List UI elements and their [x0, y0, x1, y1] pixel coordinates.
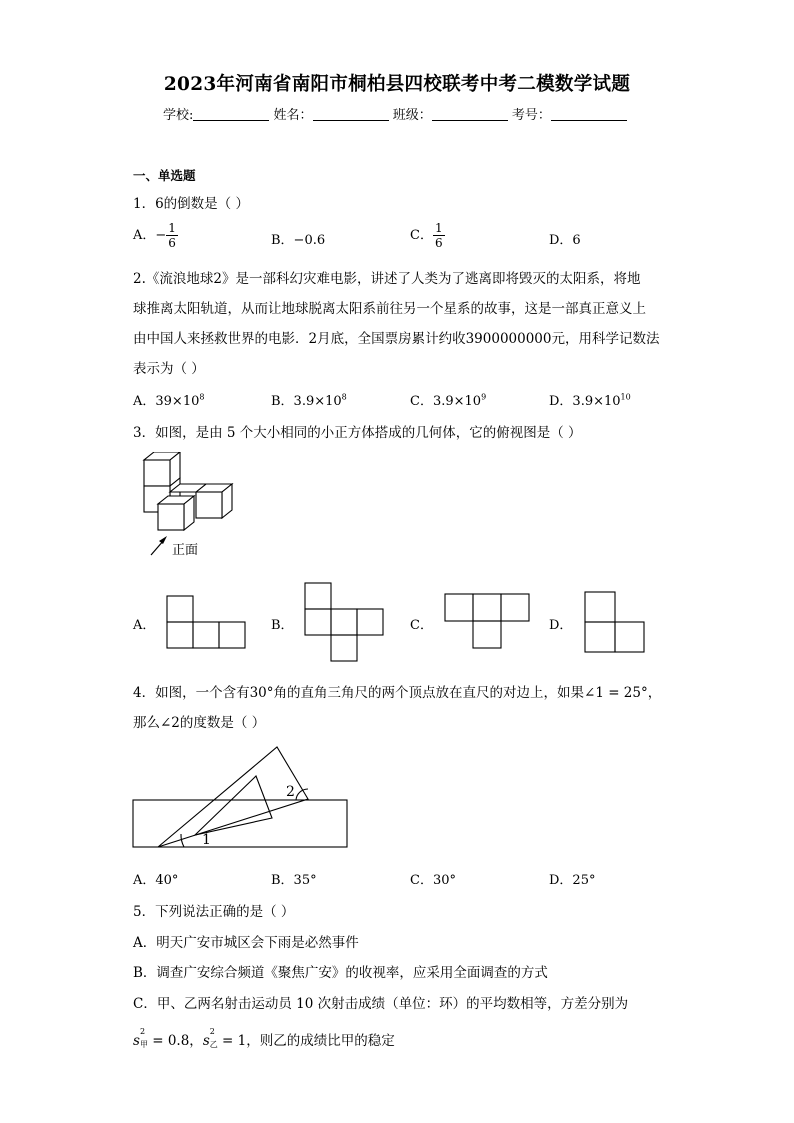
- option-text: C．3.9×10: [410, 394, 482, 409]
- superscript-2: 2: [139, 1027, 146, 1036]
- subscript-jia: 甲: [139, 1040, 148, 1049]
- minus-sign: −: [155, 228, 167, 243]
- q2-line-4: 表示为（ ）: [133, 361, 205, 377]
- q4-line-1: 4．如图，一个含有30°角的直角三角尺的两个顶点放在直尺的对边上，如果∠1 = 25°，: [133, 685, 662, 701]
- q3-option-c-label: C．: [410, 618, 433, 633]
- q5-option-c-line-1: C．甲、乙两名射击运动员 10 次射击成绩（单位：环）的平均数相等，方差分别为: [133, 996, 629, 1012]
- q2-line-2: 球推离太阳轨道，从而让地球脱离太阳系前往另一个星系的故事，这是一部真正意义上: [133, 301, 646, 317]
- denominator: 6: [168, 236, 176, 250]
- q4-line-2: 那么∠2的度数是（ ）: [133, 715, 266, 731]
- value-yi-and-conclusion: = 1，则乙的成绩比甲的稳定: [217, 1033, 395, 1049]
- angle-2-arc: [296, 789, 308, 800]
- superscript-2: 2: [209, 1027, 215, 1036]
- q3-option-a-label: A．: [133, 618, 156, 633]
- option-text: A．39×10: [133, 394, 200, 409]
- q5-option-c-line-2: [133, 1029, 395, 1049]
- section-heading: 一、单选题: [133, 168, 196, 183]
- option-label: C．: [410, 228, 433, 243]
- q4-ruler-triangle-figure: [132, 743, 350, 851]
- angle-1-label: 1: [202, 832, 211, 848]
- angle-1-arc: [181, 834, 184, 847]
- fraction: [166, 221, 178, 250]
- q1-option-a: [133, 221, 178, 250]
- q2-option-a: [133, 390, 204, 409]
- q4-option-a: A．40°: [133, 873, 179, 888]
- q3-option-a-figure: [166, 595, 248, 651]
- denominator: 6: [434, 236, 443, 250]
- school-label: 学校:: [163, 108, 194, 123]
- q5-option-b: B．调查广安综合频道《聚焦广安》的收视率，应采用全面调查的方式: [133, 965, 548, 981]
- subscript-yi: 乙: [209, 1040, 218, 1049]
- value-jia: = 0.8，: [147, 1033, 203, 1049]
- option-text: D．3.9×10: [549, 394, 621, 409]
- exam-no-label: 考号：: [511, 108, 551, 123]
- q3-option-b-label: B．: [271, 618, 294, 633]
- sub-sup: [209, 1027, 218, 1049]
- numerator: 1: [168, 221, 176, 235]
- q5-stem: 5．下列说法正确的是（ ）: [133, 904, 295, 920]
- q3-option-d-label: D．: [549, 618, 573, 633]
- q2-line-1: 2.《流浪地球2》是一部科幻灾难电影，讲述了人类为了逃离即将毁灭的太阳系，将地: [133, 271, 641, 287]
- exam-no-blank: [551, 108, 627, 121]
- q2-option-c: [410, 390, 486, 409]
- q1-option-c: [410, 221, 445, 250]
- class-label: 班级：: [392, 108, 432, 123]
- q4-option-c: C．30°: [410, 873, 456, 888]
- exponent: 8: [199, 392, 205, 402]
- q1-stem: 1．6的倒数是（ ）: [133, 196, 249, 212]
- class-blank: [432, 108, 508, 121]
- q5-option-a: A．明天广安市城区会下雨是必然事件: [133, 935, 359, 951]
- name-blank: [313, 108, 389, 121]
- q4-option-d: D．25°: [549, 873, 596, 888]
- q4-option-b: B．35°: [271, 873, 317, 888]
- exponent: 10: [620, 392, 631, 402]
- name-label: 姓名：: [273, 108, 313, 123]
- front-arrow-icon: [151, 536, 167, 555]
- q1-option-b: B．−0.6: [271, 233, 326, 248]
- q3-option-d-figure: [584, 591, 646, 653]
- exponent: 8: [341, 392, 347, 402]
- q3-option-b-figure: [304, 582, 386, 664]
- front-label: 正面: [172, 543, 199, 558]
- q2-option-b: [271, 390, 347, 409]
- fraction: [433, 221, 445, 250]
- angle-2-label: 2: [286, 784, 295, 800]
- numerator: 1: [434, 221, 443, 235]
- exponent: 9: [481, 392, 487, 402]
- ruler: [133, 800, 347, 847]
- option-text: B．3.9×10: [271, 394, 342, 409]
- q2-line-3: 由中国人来拯救世界的电影．2月底，全国票房累计约收3900000000元，用科学记数法: [133, 331, 660, 347]
- q3-stem: 3．如图，是由 5 个大小相同的小正方体搭成的几何体，它的俯视图是（ ）: [133, 425, 582, 441]
- q2-option-d: [549, 390, 631, 409]
- school-blank: [193, 108, 269, 121]
- sub-sup: [139, 1027, 148, 1049]
- option-label: A．: [133, 228, 156, 243]
- q3-option-c-figure: [444, 593, 532, 651]
- student-info-row: [163, 104, 627, 123]
- variance-symbol: s: [133, 1033, 140, 1049]
- q1-option-d: D．6: [549, 233, 581, 248]
- variance-symbol: s: [202, 1033, 210, 1049]
- page-title: 2023年河南省南阳市桐柏县四校联考中考二模数学试题: [163, 74, 631, 95]
